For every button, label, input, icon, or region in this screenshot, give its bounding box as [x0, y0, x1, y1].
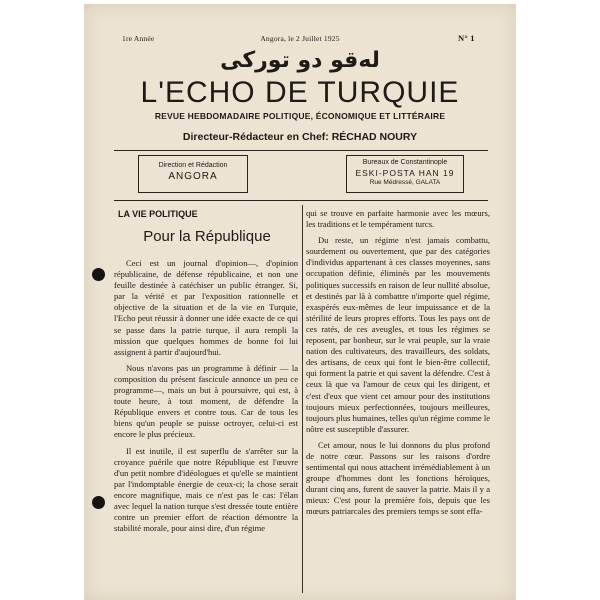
article-column-right	[306, 208, 490, 518]
constantinople-office-box	[346, 155, 464, 193]
punch-hole	[92, 268, 105, 281]
article-headline: Pour la République	[143, 228, 271, 245]
rule-top	[114, 150, 488, 151]
article-paragraph: Nous n'avons pas un programme à définir — la composition du présent fascicule annonce un peu ce programme—, mais un but à poursuivre, qui est, à toute heure, à tout moment, de défendre la République envers et contre tous. Car de tous les biens qu'un peuple se puisse octroyer, celui-ci est encore le plus précieux.	[114, 362, 298, 440]
article-paragraph: Du reste, un régime n'est jamais combattu, sourdement ou ouvertement, que par des catégories d'individus appartenant à ces classes moyennes, sans occupation définie, éliminés par les mouvements politiques successifs en raison de leur nullité absolue, et destinés par là à combattre n'importe quel régime, exaspérés eux-mêmes de leur impuissance et de la stérilité de leurs propres efforts. Tous les pays ont de ces ratés, de ces aveugles, et tous les régimes se reposent, par bonheur, sur le vrai peuple, sur la vraie nation des cultivateurs, des travailleurs, des soldats, des artisans, de ceux qui font le bien-être collectif, qui forment la patrie et qui savent la défendre. C'est à ceux là que va l'amour de ceux qui les dirigent, et c'est d'eux que vient cet amour pour des institutions toujours mieux perfectionnées, toujours meilleures, toujours plus humaines, telles qu'un régime comme le nôtre est susceptible d'assurer.	[306, 235, 490, 434]
dateline: Angora, le 2 Juillet 1925	[260, 34, 340, 43]
editorial-office-city: ANGORA	[168, 171, 218, 182]
article-paragraph: Il est inutile, il est superflu de s'arrêter sur la croyance puérile que notre République est l'œuvre d'un petit nombre d'idéologues et qu'elle se maintient par l'indomptable énergie de ceux-ci; la chose serait encore magnifique, mais ce n'est pas le cas: l'élan avec lequel la nation turque s'est dressée toute entière contre un premier effort de réaction démontre la stabilité morale, pour ainsi dire, d'un régime	[114, 445, 298, 534]
column-divider	[302, 205, 303, 593]
punch-hole	[92, 496, 105, 509]
editorial-office-box	[138, 155, 248, 193]
article-column-left	[114, 258, 298, 534]
masthead-title: L'ECHO DE TURQUIE	[140, 76, 460, 109]
constantinople-office-address: ESKI-POSTA HAN 19	[355, 168, 455, 178]
issue-number: N° 1	[458, 33, 475, 43]
year-label: 1re Année	[122, 34, 155, 43]
masthead-subtitle: REVUE HEBDOMADAIRE POLITIQUE, ÉCONOMIQUE ET LITTÉRAIRE	[154, 111, 446, 121]
rule-bottom	[114, 200, 488, 201]
constantinople-office-label: Bureaux de Constantinople	[362, 159, 448, 166]
masthead-ottoman: لەقو دو تورکی	[220, 48, 380, 73]
article-paragraph: Ceci est un journal d'opinion—, d'opinion républicaine, de défense républicaine, et non une feuille destinée à catéchiser un public étranger. Si, par la vérité et par l'exposition rationnelle et objective de la situation et de la vie en Turquie, l'Echo peut réussir à donner une idée exacte de ce qui se passe dans la patrie turque, il aura rempli la mission que quelques hommes de bonne foi lui assignent à partir d'aujourd'hui.	[114, 258, 298, 357]
section-heading: LA VIE POLITIQUE	[118, 209, 198, 219]
director-line: Directeur-Rédacteur en Chef: RÉCHAD NOURY	[182, 131, 418, 143]
constantinople-office-street: Rue Médressé, GALATA	[369, 179, 441, 186]
editorial-office-label: Direction et Rédaction	[158, 162, 228, 169]
article-paragraph: qui se trouve en parfaite harmonie avec les mœurs, les traditions et le tempérament turcs.	[306, 208, 490, 230]
article-paragraph: Cet amour, nous le lui donnons du plus profond de notre cœur. Passons sur les raisons d'ordre sentimental qui nous attachent irrémédiablement à un groupe d'hommes dont les fonctions héroïques, durant cinq ans, furent de sauver la patrie. Mais il y a mieux: C'est pour la première fois, depuis que les mœurs patriarcales des premiers temps se sont effa-	[306, 439, 490, 517]
